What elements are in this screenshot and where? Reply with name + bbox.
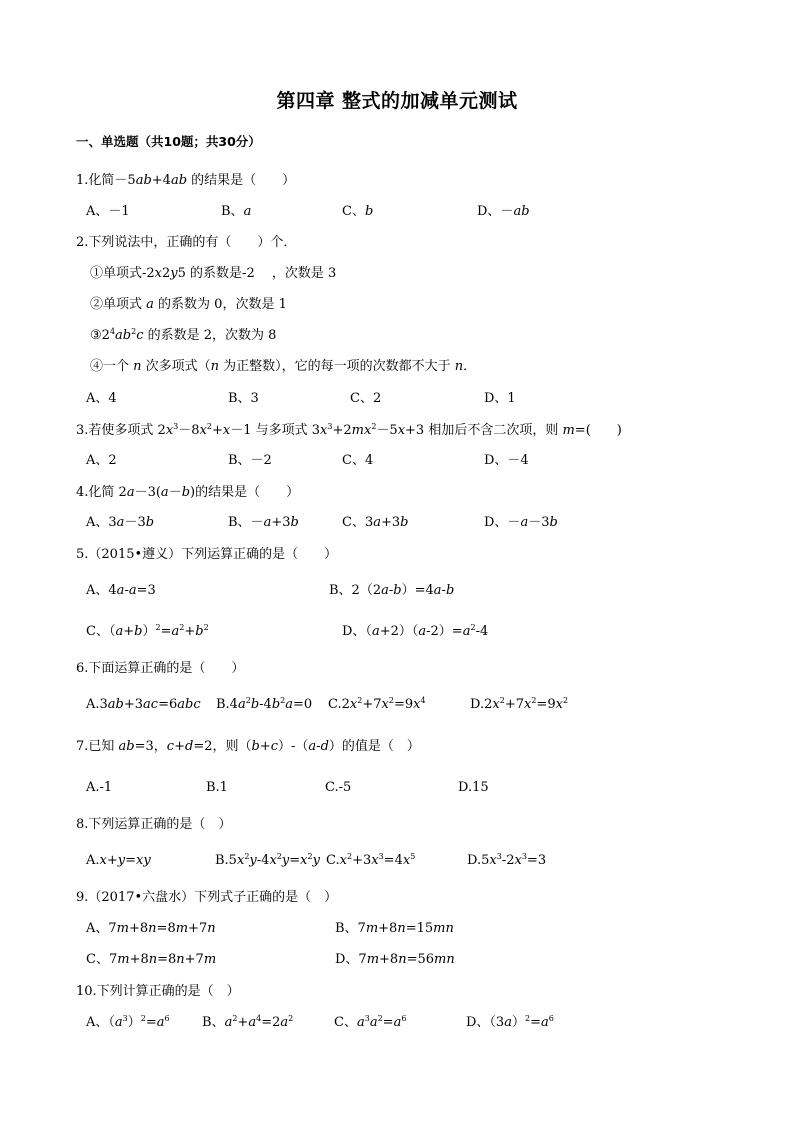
question-4-stem: 4.化简 2a－3(a－b)的结果是（ ） — [76, 485, 300, 500]
question-8-option-b[interactable]: $B.5x^2y-4x^2y=x^2y$ — [215, 852, 320, 868]
question-8-stem: 8.下列运算正确的是（ ） — [76, 817, 232, 832]
question-2-item-2: ②单项式 a 的系数为 0，次数是 1 — [90, 297, 287, 312]
question-9-option-d[interactable]: D、7m+8n=56mn — [335, 952, 455, 967]
question-9-option-c[interactable]: C、7m+8n=8n+7m — [86, 952, 217, 967]
question-8-option-a[interactable]: A.x+y=xy — [86, 853, 151, 868]
question-3-option-b[interactable]: B、－2 — [228, 453, 272, 468]
question-1-stem: 1.化简－5ab+4ab 的结果是（ ） — [76, 173, 296, 188]
question-2-option-b[interactable]: B、3 — [228, 391, 259, 406]
question-6-option-a[interactable]: A.3ab+3ac=6abc — [86, 697, 201, 712]
question-2-option-c[interactable]: C、2 — [350, 391, 382, 406]
question-5-option-d[interactable]: D、$(a+2)(a-2)=a^2-4$ — [342, 623, 489, 639]
question-6-option-d[interactable]: $D.2x^2+7x^2=9x^2$ — [470, 696, 569, 712]
question-1-option-a[interactable]: A、－1 — [86, 204, 130, 219]
question-1-option-b[interactable]: B、a — [221, 204, 252, 219]
question-2-option-d[interactable]: D、1 — [484, 391, 516, 406]
question-9-stem: 9.（2017•六盘水）下列式子正确的是（ ） — [76, 890, 338, 905]
question-3-option-a[interactable]: A、2 — [86, 453, 117, 468]
question-10-option-b[interactable]: B、$a^2+a^4=2a^2$ — [202, 1014, 294, 1030]
question-4-option-c[interactable]: C、3a+3b — [342, 515, 409, 530]
question-7-option-b[interactable]: B.1 — [206, 780, 228, 795]
question-5-option-b[interactable]: B、2（2a-b）=4a-b — [329, 583, 455, 598]
question-3-stem: 3.若使多项式 $2x^3-8x^2+x-1$ 与多项式 $3x^3+2mx^2-5x+3$ 相加后不含二次项，则 m=( ) — [76, 422, 622, 438]
question-7-option-d[interactable]: D.15 — [458, 780, 489, 795]
question-3-option-c[interactable]: C、4 — [342, 453, 374, 468]
question-4-option-b[interactable]: B、－a+3b — [228, 515, 299, 530]
question-1-option-c[interactable]: C、b — [342, 204, 374, 219]
question-4-option-d[interactable]: D、－a－3b — [484, 515, 558, 530]
question-10-stem: 10.下列计算正确的是（ ） — [76, 984, 240, 999]
question-2-item-3: $③2^4ab^2c$ 的系数是 2，次数为 8 — [90, 327, 277, 343]
question-2-option-a[interactable]: A、4 — [86, 391, 117, 406]
question-4-option-a[interactable]: A、3a－3b — [86, 515, 155, 530]
question-3-option-d[interactable]: D、－4 — [484, 453, 529, 468]
question-7-option-c[interactable]: C.-5 — [325, 780, 352, 795]
question-6-stem: 6.下面运算正确的是（ ） — [76, 661, 245, 676]
question-6-option-b[interactable]: $B.4a^2b-4b^2a=0$ — [216, 696, 313, 712]
question-9-option-a[interactable]: A、7m+8n=8m+7n — [86, 921, 216, 936]
question-10-option-c[interactable]: C、$a^3a^2=a^6$ — [334, 1014, 407, 1030]
question-9-option-b[interactable]: B、7m+8n=15mn — [335, 921, 454, 936]
question-8-option-c[interactable]: $C.x^2+3x^3=4x^5$ — [326, 852, 416, 868]
question-6-option-c[interactable]: $C.2x^2+7x^2=9x^4$ — [328, 696, 426, 712]
question-2-stem: 2.下列说法中，正确的有（ ）个． — [76, 235, 297, 250]
question-10-option-a[interactable]: A、$(a^3)^2=a^6$ — [86, 1014, 170, 1030]
question-8-option-d[interactable]: $D.5x^3-2x^3=3$ — [467, 852, 547, 868]
page-title: 第四章 整式的加减单元测试 — [276, 90, 518, 112]
question-7-option-a[interactable]: A.-1 — [86, 780, 113, 795]
question-10-option-d[interactable]: D、$(3a)^2=a^6$ — [466, 1014, 554, 1030]
question-5-option-a[interactable]: A、4a-a=3 — [86, 583, 156, 598]
question-7-stem: 7.已知 ab=3，c+d=2，则（b+c）-（a-d）的值是（ ） — [76, 739, 420, 754]
question-1-option-d[interactable]: D、－ab — [477, 204, 530, 219]
question-2-item-4: ④一个 n 次多项式（n 为正整数），它的每一项的次数都不大于 n． — [90, 359, 477, 374]
question-2-item-1: ①单项式-2x2y5 的系数是-2 ，次数是 3 — [90, 266, 337, 281]
question-5-stem: 5.（2015•遵义）下列运算正确的是（ ） — [76, 547, 338, 562]
section-heading: 一、单选题（共10题；共30分） — [76, 134, 261, 149]
question-5-option-c[interactable]: C、$(a+b)^2=a^2+b^2$ — [86, 623, 209, 639]
